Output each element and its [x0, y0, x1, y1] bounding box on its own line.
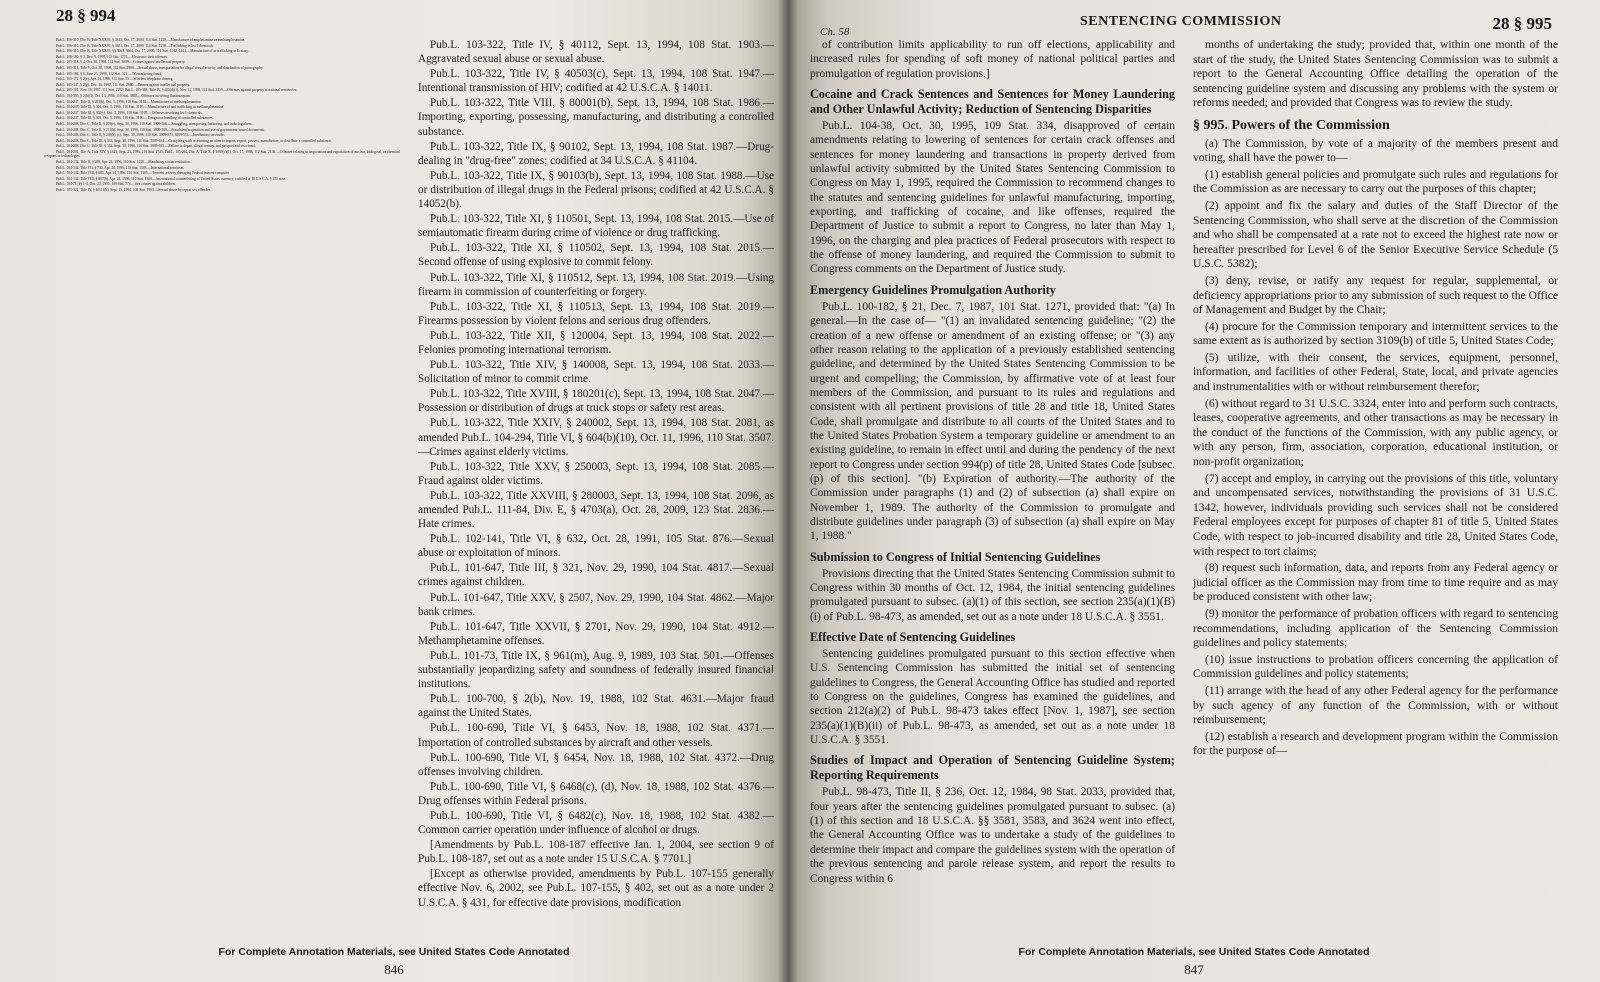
section-lead: (a) The Commission, by vote of a majority of the members present and voting, shall have the power to—	[1193, 136, 1558, 165]
annotation-entry: Pub.L. 104-237, Title III, § 302(c), Oct. 3, 1996, 110 Stat. 3105.—Offenses involving list I chemicals.	[56, 110, 203, 115]
annotation-entry: (8) request such information, data, and reports from any Federal agency or judicial officer as the Commission may from time to time require and as may be produced consistent with other law;	[1193, 561, 1558, 604]
book-gutter	[778, 0, 798, 982]
annotation-entry: Pub.L. 103-322, Title IX, § 90103(b), Sept. 13, 1994, 108 Stat. 1988.—Use or distribution of illegal drugs in the Federal prisons; codified at 42 U.S.C.A. § 14052(b).	[418, 169, 774, 211]
note-paragraph: Sentencing guidelines promulgated pursuant to this section effective when U.S. Sentencing Commission has submitted the initial set of sentencing guidelines to Congress, the General Accounting Office has studied and reported to Congress on the guidelines, Congress has examined the guidelines, and section 212(a)(2) of Pub.L. 98-473 takes effect [Nov. 1, 1987], see section 235(a)(1)(B)(ii) of Pub.L. 98-473, as amended, set out as a note under 18 U.S.C.A. § 3551.	[810, 648, 1175, 747]
paragraph: months of undertaking the study; provided that, within one month of the start of the study, the United States Sentencing Commission was to submit a report to the General Accounting Office detailing the operation of the sentencing guideline system and discussing any problems with the system or reforms needed; and provided that Congress was to review the study.	[1193, 38, 1558, 110]
right-page-column-2	[1193, 38, 1558, 888]
left-page-column-1	[44, 38, 400, 911]
annotation-entry: Pub.L. 103-322, Title VIII, § 80001(b), Sept. 13, 1994, 108 Stat. 1986.—Importing, exporting, possessing, manufacturing, and distributing a controlled substance.	[418, 97, 774, 138]
section-number-right: 28 § 995	[1492, 14, 1552, 33]
annotation-entry: Pub.L. 104-208, Div. C, Title II, § 211(b), Sept. 30, 1996, 110 Stat. 3009-569.—Fraudulent acquisition and use of government-issued documents.	[56, 127, 265, 132]
note-paragraph: Pub.L. 104-38, Oct. 30, 1995, 109 Stat. 334, disapproved of certain amendments relating to lowering of sentences for certain crack offenses and sentences for money laundering and transactions in property derived from unlawful activity submitted by the United States Sentencing Commission to Congress on May 1, 1995, required the Commission to recommend changes to the statutes and sentencing guidelines for unlawful manufacturing, importing, exporting, and trafficking of cocaine, and like offenses, required the Department of Justice to submit a report to Congress, no later than May 1, 1996, on the charging and plea practices of Federal prosecutors with respect to the offense of money laundering, and required the Commission to submit to Congress comments on the Department of Justice study.	[810, 120, 1175, 276]
annotation-entry: Pub.L. 104-208, Div. C, Title III, § 333, Sept. 30, 1996, 110 Stat. 3009-634.—Conspiring with or assisting an alien to import, export, possess, manufacture, or distribute a controlled substance.	[56, 138, 332, 143]
annotation-entry: Pub.L. 104-305, § 2(b)(3), Oct. 13, 1996, 110 Stat. 3808.—Offenses involving flunitrazepam.	[56, 93, 191, 98]
section-number-left: 28 § 994	[56, 6, 116, 25]
note-paragraph: Pub.L. 98-473, Title II, § 236, Oct. 12, 1984, 98 Stat. 2033, provided that, four years after the sentencing guidelines promulgated pursuant to subsec. (a)(1) of this section and 18 U.S.C.A. §§ 3581, 3583, and 3624 went into effect, the General Accounting Office was to undertake a study of the guidelines to determine their impact and compare the guidelines system with the operation of the previous sentencing and parole release system, and report the results to Congress within 6	[810, 786, 1175, 885]
annotation-entry: Pub.L. 104-201, Div. A, Title XIV, § 1423, Sept. 23, 1996, 110 Stat. 2725; Pub.L. 105-261, Div. A, Title X, § 1069(c)(1), Oct. 17, 1998, 112 Stat. 2136.—Offenses relating to importation and exportation of nuclear, biological, or chemical weapons or technologies.	[44, 149, 400, 159]
annotation-entry: [Amendments by Pub.L. 108-187 effective Jan. 1, 2004, see section 9 of Pub.L. 108-187, set out as a note under 15 U.S.C.A. § 7701.]	[418, 839, 774, 866]
annotation-entry: Pub.L. 105-101, Nov. 19, 1997, 111 Stat. 2202; Pub.L. 105-368, Title IV, § 403(d)(1), Nov. 11, 1998, 112 Stat. 3339.—Offenses against property at national cemeteries.	[56, 88, 298, 93]
paragraph: of contribution limits applicability to run off elections, applicability and increased rules for spending of soft money of national political parties and promulgation of regulation provisions.]	[810, 39, 1175, 80]
annotation-entry: Pub.L. 103-322, Title XIV, § 140008, Sept. 13, 1994, 108 Stat. 2033.—Solicitation of minor to commit crime.	[418, 359, 774, 386]
note-paragraph: Provisions directing that the United States Sentencing Commission submit to Congress within 30 months of Oct. 12, 1984, the initial sentencing guidelines promulgated pursuant to subsec. (a)(1) of this section, see section 235(a)(1)(B)(i) of Pub.L. 98-473, as amended, set out as a note under 18 U.S.C.A. § 3551.	[810, 567, 1175, 623]
annotation-entry: Pub.L. 103-322, Title XXV, § 250003, Sept. 13, 1994, 108 Stat. 2085.—Fraud against older victims.	[418, 460, 774, 487]
note-heading: Cocaine and Crack Sentences and Sentences for Money Laundering and Other Unlawful Activity; Reduction of Sentencing Disparities	[810, 87, 1175, 117]
annotation-entry: Pub.L. 103-322, Title XI, § 110501, Sept. 13, 1994, 108 Stat. 2015.—Use of semiautomatic firearm during crime of violence or drug trafficking.	[418, 213, 774, 240]
annotation-entry: Pub.L. 106-160, § 3, Dec. 9, 1999, 113 Stat. 1774.—Electronic theft offenses.	[56, 54, 168, 59]
annotation-entry: Pub.L. 104-132, Title VIII, § 807(h), Apr. 24, 1996, 110 Stat. 1308.—International counterfeiting of United States currency; codified at 18 U.S.C.A. § 470 note.	[56, 176, 286, 181]
annotation-entry: Pub.L. 103-322, Title XXVIII, § 280003, Sept. 13, 1994, 108 Stat. 2096, as amended Pub.L. 111-84, Div. E, § 4703(a), Oct. 28, 2009, 123 Stat. 2836.—Hate crimes.	[418, 489, 774, 531]
page-number-right: 847	[1184, 962, 1204, 977]
annotation-entry: Pub.L. 105-147, § 2(g), Dec. 16, 1997, 111 Stat. 2680.—Crimes against intellectual property.	[56, 82, 190, 87]
annotation-entry: Pub.L. 103-322, Title IV, § 40112, Sept. 13, 1994, 108 Stat. 1903.—Aggravated sexual abuse or sexual abuse.	[418, 39, 774, 66]
section-heading: § 995. Powers of the Commission	[1193, 117, 1390, 133]
annotation-entry: Pub.L. 101-647, Title III, § 321, Nov. 29, 1990, 104 Stat. 4817.—Sexual crimes against children.	[418, 562, 774, 589]
annotation-entry: (9) monitor the performance of probation officers with regard to sentencing recommendations, including application of the Sentencing Commission guidelines and policy statements;	[1193, 606, 1558, 650]
annotation-entry: (1) establish general policies and promulgate such rules and regulations for the Commission as are necessary to carry out the purposes of this chapter;	[1193, 167, 1558, 196]
right-page-column-1	[810, 38, 1175, 888]
note-paragraph: Pub.L. 100-182, § 21, Dec. 7, 1987, 101 Stat. 1271, provided that: "(a) In general.—In the case of— "(1) an invalidated sentencing guideline; "(2) the creation of a new offense or amendment of an existing offense; or "(3) any other reason relating to the application of a previously established sentencing guideline, and determined by the United States Sentencing Commission to be urgent and compelling; the Commission, by affirmative vote of at least four members of the Commission, and pursuant to its rules and regulations and consistent with all pertinent provisions of title 28 and title 18, United States Code, shall promulgate and distribute to all courts of the United States and to the United States Probation System a temporary guideline or amendment to an existing guideline, to remain in effect until and during the pendency of the next report to Congress under section 994(p) of title 28, United States Code [subsec. (p) of this section]. "(b) Expiration of authority.—The authority of the Commission under paragraphs (1) and (2) of subsection (a) shall expire on November 1, 1989. The authority of the Commission to promulgate and distribute guidelines under paragraph (3) of subsection (a) shall expire on May 1, 1988."	[810, 300, 1175, 543]
annotation-entry: Pub.L. 103-322, Title XVIII, § 180201(c), Sept. 13, 1994, 108 Stat. 2047.—Possession or distribution of drugs at truck stops or safety rest areas.	[418, 388, 774, 415]
annotation-entry: (10) issue instructions to probation officers concerning the application of Commission guidelines and policy statements;	[1193, 652, 1558, 681]
annotation-entry: Pub.L. 105-314, Title V, Oct. 30, 1998, 112 Stat. 2980.—Sexual abuse, transportation for illegal sexual activity, and distribution of pornography.	[56, 65, 264, 70]
annotation-entry: Pub.L. 102-141, Title VI, § 632, Oct. 28, 1991, 105 Stat. 876.—Sexual abuse or exploitation of minors.	[418, 533, 774, 560]
annotation-entry: (5) utilize, with their consent, the services, equipment, personnel, information, and facilities of other Federal, State, local, and private agencies and instrumentalities with or without reimbursement therefor;	[1193, 350, 1558, 394]
annotation-entry: Pub.L. 103-322, Title XII, § 120004, Sept. 13, 1994, 108 Stat. 2022.—Felonies promoting international terrorism.	[418, 329, 774, 356]
annotation-entry: Pub.L. 103-322, Title IV, § 40111(b), Sept. 13, 1994, 108 Stat. 1903.—Sexual abuse by repeat sex offender.	[56, 188, 211, 193]
annotation-entry: (6) without regard to 31 U.S.C. 3324, enter into and perform such contracts, leases, cooperative agreements, and other transactions as may be necessary in the conduct of the functions of the Commission, with any public agency, or with any person, firm, association, corporation, educational institution, or non-profit organization;	[1193, 396, 1558, 469]
annotation-entry: Pub.L. 104-208, Div. C, Title II, § 203(e), Sept. 30, 1996, 110 Stat. 3009-566.—Smuggling, transporting, harboring, and inducing aliens.	[56, 121, 253, 126]
right-page	[788, 0, 1600, 982]
annotation-entry: Pub.L. 103-322, Title XI, § 110502, Sept. 13, 1994, 108 Stat. 2015.—Second offense of using explosive to commit felony.	[418, 242, 774, 269]
left-page	[0, 0, 788, 982]
annotation-entry: [Except as otherwise provided, amendments by Pub.L. 107-155 generally effective Nov. 6, 2002, see Pub.L. 107-155, § 402, set out as a note under 2 U.S.C.A. § 431, for effective date provisions, modification	[418, 868, 774, 909]
annotation-entry: Pub.L. 105-318, § 4, Oct. 30, 1998, 112 Stat. 3009.—Crimes against intellectual property.	[56, 60, 186, 65]
annotation-entry: Pub.L. 100-690, Title VI, § 6454, Nov. 18, 1988, 102 Stat. 4372.—Drug offenses involving children.	[418, 751, 774, 778]
annotation-entry: Pub.L. 101-647, Title XXVII, § 2701, Nov. 29, 1990, 104 Stat. 4912.—Methamphetamine offenses.	[418, 620, 774, 647]
annotation-entry: Pub.L. 100-690, Title VI, § 6453, Nov. 18, 1988, 102 Stat. 4371.—Importation of controlled substances by aircraft and other vessels.	[418, 722, 774, 749]
annotation-entry: Pub.L. 103-322, Title XI, § 110512, Sept. 13, 1994, 108 Stat. 2019.—Using firearm in commission of counterfeiting or forgery.	[418, 271, 774, 298]
annotation-entry: Pub.L. 105-184, § 6, June 23, 1998, 112 Stat. 521.—Telemarketing fraud.	[56, 71, 162, 76]
annotation-entry: Pub.L. 104-132, Title VIII, § 805, Apr. 24, 1996, 110 Stat. 1305.—Terrorist activity damaging Federal interest computer.	[56, 171, 230, 176]
footer-note-right: For Complete Annotation Materials, see United States Code Annotated	[1018, 946, 1370, 958]
note-heading: Effective Date of Sentencing Guidelines	[810, 630, 1016, 645]
annotation-entry: Pub.L. 104-237, Title II, § 203(b), Oct. 3, 1996, 110 Stat. 3102.—Manufacture of methamphetamine.	[56, 99, 202, 104]
annotation-entry: Pub.L. 104-208, Div. C, Title III, § 334, Sept. 30, 1996, 110 Stat. 3009-635.—Failure to depart, illegal reentry, and passport and visa fraud.	[56, 144, 256, 149]
annotation-entry: Pub.L. 105-172, § 2(e), Apr. 24, 1998, 112 Stat. 55.—Wireless telephone cloning.	[56, 77, 174, 82]
annotation-entry: (12) establish a research and development program within the Commission for the purpose of—	[1193, 729, 1558, 758]
annotation-entry: (7) accept and employ, in carrying out the provisions of this title, voluntary and uncompensated services, notwithstanding the provisions of 31 U.S.C. 1342, however, individuals providing such services shall not be considered Federal employees except for purposes of chapter 81 of title 5, United States Code, with respect to job-incurred disability and title 28, United States Code, with respect to tort claims;	[1193, 471, 1558, 558]
annotation-entry: Pub.L. 104-71, §§ 1-4, Dec. 23, 1995, 109 Stat. 774.—Sex crimes against children.	[56, 182, 176, 187]
annotation-entry: (3) deny, revise, or ratify any request for regular, supplemental, or deficiency appropriations prior to any submission of such request to the Office of Management and Budget by the Chair;	[1193, 273, 1558, 317]
annotation-entry: Pub.L. 106-310, Div. B, Title XXXVI, § 3651, Oct. 17, 2000, 114 Stat. 1238.—Trafficking in list I chemicals.	[56, 43, 214, 48]
annotation-entry: Pub.L. 100-700, § 2(b), Nov. 19, 1988, 102 Stat. 4631.—Major fraud against the United States.	[418, 693, 774, 720]
annotation-entry: Pub.L. 101-647, Title XXV, § 2507, Nov. 29, 1990, 104 Stat. 4862.—Major bank crimes.	[418, 591, 774, 618]
annotation-entry: Pub.L. 103-322, Title IX, § 90102, Sept. 13, 1994, 108 Stat. 1987.—Drug-dealing in "drug-free" zones; codified at 34 U.S.C.A. § 41104.	[418, 140, 774, 167]
annotation-entry: Pub.L. 103-322, Title IV, § 40503(c), Sept. 13, 1994, 108 Stat. 1947.—Intentional transmission of HIV; codified at 42 U.S.C.A. § 14011.	[418, 68, 774, 95]
left-page-column-2	[418, 38, 774, 911]
annotation-entry: Pub.L. 106-310, Div. B, Title XXXVI, §§ 3663, 3664, Oct. 17, 2000, 114 Stat. 1242, 1244.—Manufacture of or trafficking in Ecstasy.	[56, 49, 249, 54]
annotation-entry: (2) appoint and fix the salary and duties of the Staff Director of the Sentencing Commission, who shall serve at the discretion of the Commission and who shall be compensated at a rate not to exceed the highest rate now or hereafter prescribed for Level 6 of the Senior Executive Service Schedule (5 U.S.C. 5382);	[1193, 198, 1558, 271]
note-heading: Studies of Impact and Operation of Sentencing Guideline System; Reporting Requirements	[810, 753, 1175, 783]
running-title: SENTENCING COMMISSION	[1080, 14, 1282, 29]
annotation-entry: Pub.L. 104-132, Title II, § 208, Apr. 24, 1996, 110 Stat. 1240.—Mandatory victim restitution.	[56, 160, 191, 165]
annotation-entry: Pub.L. 103-322, Title XXIV, § 240002, Sept. 13, 1994, 108 Stat. 2081, as amended Pub.L. 104-294, Title VI, § 604(b)(10), Oct. 11, 1996, 110 Stat. 3507.—Crimes against elderly victims.	[418, 417, 774, 458]
note-heading: Submission to Congress of Initial Sentencing Guidelines	[810, 549, 1101, 564]
running-head-left	[44, 4, 774, 38]
note-heading: Emergency Guidelines Promulgation Authority	[810, 282, 1056, 297]
annotation-entry: Pub.L. 103-322, Title XI, § 110513, Sept. 13, 1994, 108 Stat. 2019.—Firearms possession by violent felons and serious drug offenders.	[418, 300, 774, 327]
page-number-left: 846	[384, 962, 404, 977]
annotation-entry: (11) arrange with the head of any other Federal agency for the performance by such agency of any function of the Commission, with or without reimbursement;	[1193, 683, 1558, 727]
annotation-entry: Pub.L. 100-690, Title VI, § 6468(c), (d), Nov. 18, 1988, 102 Stat. 4376.—Drug offenses within Federal prisons.	[418, 780, 774, 807]
chapter-label: Ch. 58	[820, 26, 850, 38]
running-head-right	[810, 4, 1558, 38]
annotation-entry: Pub.L. 106-310, Div. B, Title XXXVI, § 3612, Oct. 17, 2000, 114 Stat. 1228.—Manufacture of amphetamine or methamphetamine.	[56, 38, 246, 42]
annotation-entry: (4) procure for the Commission temporary and intermittent services to the same extent as is authorized by section 3109(b) of title 5, United States Code;	[1193, 319, 1558, 348]
annotation-entry: Pub.L. 104-237, Title III, § 303, Oct. 3, 1996, 110 Stat. 3106.—Dangerous handling of controlled substances.	[56, 116, 214, 121]
footer-note-left: For Complete Annotation Materials, see United States Code Annotated	[218, 946, 570, 958]
annotation-entry: Pub.L. 100-690, Title VI, § 6482(c), Nov. 18, 1988, 102 Stat. 4382.—Common carrier operation under influence of alcohol or drugs.	[418, 809, 774, 837]
annotation-entry: Pub.L. 104-208, Div. C, Title II, § 218(b), (c), Sept. 30, 1996, 110 Stat. 3009-573, 3009-574.—Involuntary servitude.	[56, 133, 225, 138]
annotation-entry: Pub.L. 104-237, Title III, § 301, Oct. 3, 1996, 110 Stat. 3105.—Manufacture of and trafficking in methamphetamine.	[56, 105, 225, 110]
annotation-entry: Pub.L. 104-132, Title VII, § 730, Apr. 24, 1996, 110 Stat. 1303.—International terrorism.	[56, 165, 185, 170]
annotation-entry: Pub.L. 101-73, Title IX, § 961(m), Aug. 9, 1989, 103 Stat. 501.—Offenses substantially jeopardizing safety and soundness of federally insured financial institutions.	[418, 649, 774, 691]
